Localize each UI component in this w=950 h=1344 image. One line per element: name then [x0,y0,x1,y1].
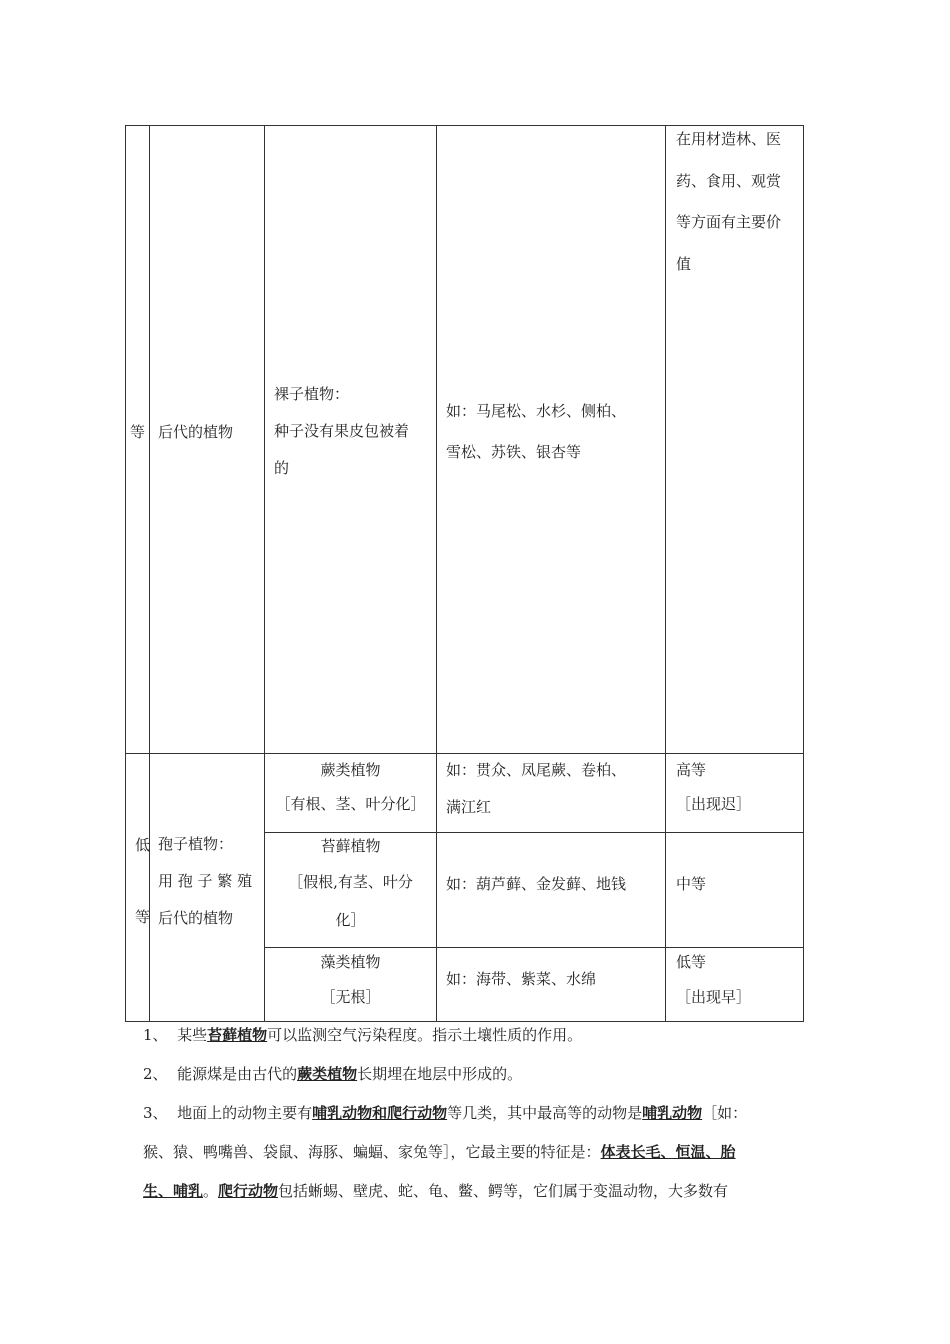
value-line4: 值 [676,255,692,273]
gymnosperm-title: 裸子植物： [274,385,350,403]
gymnosperm-examples-line1: 如：马尾松、水杉、侧柏、 [446,402,627,420]
note-text: 可以监测空气污染程度。指示土壤性质的作用。 [267,1026,583,1044]
seed-plant-description: 后代的植物 [158,423,234,441]
note-text: ［如： [702,1104,748,1122]
note-keyword: 蕨类植物 [297,1065,358,1083]
note-text: 包括蜥蜴、壁虎、蛇、龟、鳖、鳄等，它们属于变温动物，大多数有 [278,1182,729,1200]
algae-name: 藻类植物 [320,953,381,971]
moss-name: 苔藓植物 [320,837,381,855]
grade-label-high: 等 [130,423,146,441]
notes-section [143,1016,813,1211]
algae-level: 低等 [676,953,707,971]
value-line2: 药、食用、观赏 [676,172,782,190]
note-keyword: 体表长毛、恒温、胎 [600,1143,736,1161]
fern-appearance: ［出现迟］ [676,795,752,813]
spore-plant-desc-line1: 用 孢 子 繁 殖 [158,872,253,890]
note-number: 1、 [143,1026,168,1044]
moss-examples: 如：葫芦藓、金发藓、地钱 [446,875,627,893]
note-number: 2、 [143,1065,168,1083]
note-keyword: 哺乳动物和爬行动物 [312,1104,448,1122]
fern-examples-line1: 如：贯众、凤尾蕨、卷柏、 [446,761,627,779]
note-3 [143,1094,813,1133]
table-col-divider [665,125,666,1022]
note-text: 某些 [177,1026,208,1044]
gymnosperm-desc-line1: 种子没有果皮包被着 [274,422,410,440]
algae-feature: ［无根］ [320,988,381,1006]
note-text: 长期埋在地层中形成的。 [357,1065,523,1083]
algae-appearance: ［出现早］ [676,988,752,1006]
fern-name: 蕨类植物 [320,761,381,779]
note-keyword: 爬行动物 [218,1182,279,1200]
note-keyword: 生、哺乳 [143,1182,204,1200]
fern-level: 高等 [676,761,707,779]
note-3-cont [143,1172,813,1211]
spore-plant-desc-line2: 后代的植物 [158,909,234,927]
moss-level: 中等 [676,875,707,893]
note-text: 等几类，其中最高等的动物是 [447,1104,643,1122]
note-text: 地面上的动物主要有 [177,1104,313,1122]
fern-examples-line2: 满江红 [446,798,492,816]
note-keyword: 哺乳动物 [642,1104,703,1122]
gymnosperm-examples-line2: 雪松、苏铁、银杏等 [446,443,582,461]
moss-feature-line1: ［假根,有茎、叶分 [288,873,413,891]
note-1 [143,1016,813,1055]
note-keyword: 苔藓植物 [207,1026,268,1044]
gymnosperm-desc-line2: 的 [274,459,290,477]
fern-feature: ［有根、茎、叶分化］ [275,795,426,813]
table-border-left [125,125,126,1022]
value-line3: 等方面有主要价 [676,213,782,231]
value-line1: 在用材造林、医 [676,130,782,148]
spore-plant-title: 孢子植物： [158,835,234,853]
table-col-divider [436,125,437,1022]
note-text: 能源煤是由古代的 [177,1065,298,1083]
note-3-cont [0,1133,813,1172]
algae-examples: 如：海带、紫菜、水绵 [446,970,597,988]
grade-label-low-b: 等 [135,908,151,926]
note-text: 。 [203,1182,219,1200]
moss-feature-line2: 化］ [335,911,366,929]
grade-label-low-a: 低 [135,836,151,854]
note-text: 猴、猿、鸭嘴兽、袋鼠、海豚、蝙蝠、家兔等］，它最主要的特征是： [143,1143,601,1161]
table-border-right [803,125,804,1022]
note-2 [143,1055,813,1094]
note-number: 3、 [143,1104,168,1122]
table-col-divider [149,125,150,1022]
